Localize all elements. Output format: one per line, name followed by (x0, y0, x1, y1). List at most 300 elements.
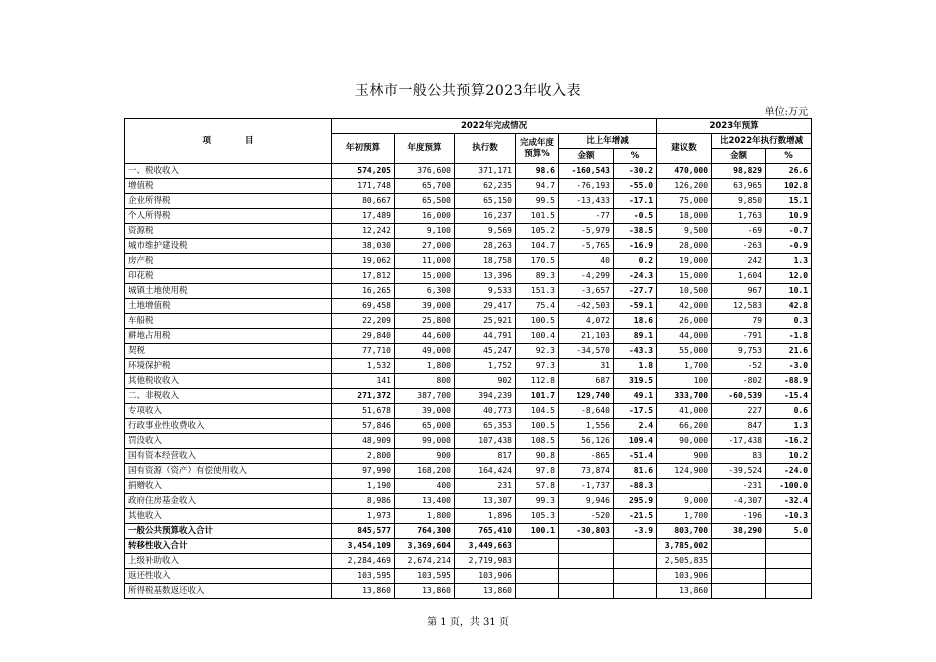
cell-completion-rate: 89.3 (516, 269, 559, 284)
cell-annual-budget: 39,000 (395, 299, 455, 314)
cell-change-2023-percent: -16.2 (766, 434, 812, 449)
header-completion-rate: 完成年度预算% (516, 134, 559, 164)
cell-change-2023-percent (766, 584, 812, 599)
cell-change-percent (614, 539, 657, 554)
cell-change-amount (559, 569, 614, 584)
cell-annual-budget: 1,800 (395, 359, 455, 374)
cell-executed: 394,239 (455, 389, 516, 404)
table-row (125, 299, 812, 314)
cell-executed: 164,424 (455, 464, 516, 479)
cell-proposed-2023: 9,500 (657, 224, 712, 239)
cell-completion-rate: 100.4 (516, 329, 559, 344)
page-footer: 第 1 页，共 31 页 (427, 617, 509, 628)
cell-completion-rate: 94.7 (516, 179, 559, 194)
unit-label: 单位:万元 (764, 107, 808, 118)
table-row (125, 269, 812, 284)
header-vs-2022-exec: 比2022年执行数增减 (712, 134, 812, 149)
cell-change-2023-amount (712, 569, 766, 584)
cell-completion-rate: 151.3 (516, 284, 559, 299)
cell-change-2023-percent (766, 554, 812, 569)
cell-initial-budget: 574,205 (332, 164, 395, 179)
cell-change-percent: 81.6 (614, 464, 657, 479)
cell-change-2023-percent: -88.9 (766, 374, 812, 389)
cell-change-amount (559, 539, 614, 554)
cell-change-2023-amount: 79 (712, 314, 766, 329)
row-label: 车船税 (125, 314, 332, 329)
cell-executed: 44,791 (455, 329, 516, 344)
header-vs-last-year: 比上年增减 (559, 134, 657, 149)
cell-change-2023-percent: 1.3 (766, 254, 812, 269)
table-row (125, 554, 812, 569)
cell-change-amount: -8,640 (559, 404, 614, 419)
row-label: 个人所得税 (125, 209, 332, 224)
cell-change-2023-amount (712, 539, 766, 554)
cell-initial-budget: 77,710 (332, 344, 395, 359)
cell-change-2023-percent: -1.8 (766, 329, 812, 344)
cell-change-amount (559, 554, 614, 569)
table-row (125, 509, 812, 524)
cell-change-amount: 56,126 (559, 434, 614, 449)
header-initial-budget: 年初预算 (332, 134, 395, 164)
header-percent: % (614, 149, 657, 164)
cell-completion-rate: 92.3 (516, 344, 559, 359)
cell-annual-budget: 65,500 (395, 194, 455, 209)
cell-change-2023-percent: -3.0 (766, 359, 812, 374)
cell-change-amount: 129,740 (559, 389, 614, 404)
cell-change-percent: -21.5 (614, 509, 657, 524)
table-row (125, 179, 812, 194)
cell-initial-budget: 8,986 (332, 494, 395, 509)
cell-executed: 29,417 (455, 299, 516, 314)
cell-completion-rate (516, 554, 559, 569)
cell-change-percent (614, 569, 657, 584)
table-header (125, 119, 812, 164)
cell-change-2023-percent (766, 569, 812, 584)
cell-change-2023-percent: -32.4 (766, 494, 812, 509)
cell-proposed-2023 (657, 479, 712, 494)
cell-annual-budget: 13,400 (395, 494, 455, 509)
cell-completion-rate: 90.8 (516, 449, 559, 464)
cell-initial-budget: 103,595 (332, 569, 395, 584)
cell-annual-budget: 44,600 (395, 329, 455, 344)
cell-executed: 3,449,663 (455, 539, 516, 554)
cell-completion-rate (516, 539, 559, 554)
cell-proposed-2023: 126,200 (657, 179, 712, 194)
cell-executed: 9,569 (455, 224, 516, 239)
cell-executed: 45,247 (455, 344, 516, 359)
cell-change-amount: 1,556 (559, 419, 614, 434)
cell-proposed-2023: 19,000 (657, 254, 712, 269)
cell-change-2023-amount: 38,290 (712, 524, 766, 539)
cell-executed: 817 (455, 449, 516, 464)
cell-executed: 13,396 (455, 269, 516, 284)
cell-initial-budget: 171,748 (332, 179, 395, 194)
row-label: 国有资本经营收入 (125, 449, 332, 464)
table-row (125, 344, 812, 359)
cell-change-percent: 295.9 (614, 494, 657, 509)
cell-change-2023-amount: -17,438 (712, 434, 766, 449)
cell-completion-rate: 108.5 (516, 434, 559, 449)
row-label: 增值税 (125, 179, 332, 194)
cell-executed: 765,410 (455, 524, 516, 539)
cell-change-2023-percent: 0.6 (766, 404, 812, 419)
cell-annual-budget: 39,000 (395, 404, 455, 419)
cell-change-amount: 687 (559, 374, 614, 389)
header-item: 项 目 (125, 119, 332, 164)
cell-completion-rate: 97.8 (516, 464, 559, 479)
cell-annual-budget: 6,300 (395, 284, 455, 299)
cell-change-percent: 0.2 (614, 254, 657, 269)
cell-initial-budget: 51,678 (332, 404, 395, 419)
table-body (125, 164, 812, 599)
cell-completion-rate: 104.7 (516, 239, 559, 254)
cell-executed: 28,263 (455, 239, 516, 254)
cell-change-2023-percent: 26.6 (766, 164, 812, 179)
cell-executed: 65,353 (455, 419, 516, 434)
header-amount-2023: 金额 (712, 149, 766, 164)
cell-change-percent: -17.1 (614, 194, 657, 209)
cell-change-2023-percent: -0.7 (766, 224, 812, 239)
cell-proposed-2023: 124,900 (657, 464, 712, 479)
cell-change-percent: -16.9 (614, 239, 657, 254)
cell-change-2023-percent: 10.1 (766, 284, 812, 299)
cell-change-2023-amount: -39,524 (712, 464, 766, 479)
cell-completion-rate (516, 569, 559, 584)
row-label: 上级补助收入 (125, 554, 332, 569)
cell-change-amount: -76,193 (559, 179, 614, 194)
cell-initial-budget: 19,062 (332, 254, 395, 269)
cell-completion-rate: 100.5 (516, 314, 559, 329)
cell-change-2023-percent: 10.2 (766, 449, 812, 464)
row-label: 环境保护税 (125, 359, 332, 374)
cell-change-percent: 109.4 (614, 434, 657, 449)
cell-change-amount: -3,657 (559, 284, 614, 299)
cell-annual-budget: 3,369,604 (395, 539, 455, 554)
cell-change-2023-percent: 21.6 (766, 344, 812, 359)
table-row (125, 479, 812, 494)
cell-annual-budget: 25,800 (395, 314, 455, 329)
cell-proposed-2023: 13,860 (657, 584, 712, 599)
header-2022-group: 2022年完成情况 (332, 119, 657, 134)
page-title: 玉林市一般公共预算2023年收入表 (354, 83, 582, 99)
table-row (125, 194, 812, 209)
cell-completion-rate: 101.7 (516, 389, 559, 404)
row-label: 政府住房基金收入 (125, 494, 332, 509)
table-row (125, 539, 812, 554)
cell-executed: 1,896 (455, 509, 516, 524)
row-label: 印花税 (125, 269, 332, 284)
cell-annual-budget: 65,700 (395, 179, 455, 194)
cell-executed: 16,237 (455, 209, 516, 224)
cell-executed: 65,150 (455, 194, 516, 209)
cell-initial-budget: 22,209 (332, 314, 395, 329)
cell-change-2023-amount: 1,604 (712, 269, 766, 284)
cell-proposed-2023: 75,000 (657, 194, 712, 209)
cell-change-2023-amount: -60,539 (712, 389, 766, 404)
table-row (125, 239, 812, 254)
cell-proposed-2023: 103,906 (657, 569, 712, 584)
cell-change-amount: 73,874 (559, 464, 614, 479)
cell-change-amount: -160,543 (559, 164, 614, 179)
cell-change-percent: -88.3 (614, 479, 657, 494)
cell-change-percent: -51.4 (614, 449, 657, 464)
row-label: 土地增值税 (125, 299, 332, 314)
table-row (125, 494, 812, 509)
cell-initial-budget: 1,532 (332, 359, 395, 374)
row-label: 契税 (125, 344, 332, 359)
cell-change-percent: 1.8 (614, 359, 657, 374)
cell-change-amount: -5,765 (559, 239, 614, 254)
cell-initial-budget: 38,030 (332, 239, 395, 254)
cell-annual-budget: 168,200 (395, 464, 455, 479)
cell-proposed-2023: 10,500 (657, 284, 712, 299)
cell-annual-budget: 764,300 (395, 524, 455, 539)
cell-annual-budget: 13,860 (395, 584, 455, 599)
cell-annual-budget: 387,700 (395, 389, 455, 404)
cell-proposed-2023: 28,000 (657, 239, 712, 254)
cell-change-amount: -5,979 (559, 224, 614, 239)
row-label: 其他税收收入 (125, 374, 332, 389)
cell-initial-budget: 13,860 (332, 584, 395, 599)
cell-change-2023-percent: 15.1 (766, 194, 812, 209)
cell-change-amount: 21,103 (559, 329, 614, 344)
cell-change-2023-amount: -791 (712, 329, 766, 344)
cell-executed: 62,235 (455, 179, 516, 194)
row-label: 房产税 (125, 254, 332, 269)
table-row (125, 254, 812, 269)
cell-initial-budget: 97,990 (332, 464, 395, 479)
cell-initial-budget: 57,846 (332, 419, 395, 434)
cell-proposed-2023: 66,200 (657, 419, 712, 434)
row-label: 城市维护建设税 (125, 239, 332, 254)
cell-change-amount: -4,299 (559, 269, 614, 284)
row-label: 转移性收入合计 (125, 539, 332, 554)
cell-completion-rate: 75.4 (516, 299, 559, 314)
cell-proposed-2023: 1,700 (657, 359, 712, 374)
cell-proposed-2023: 333,700 (657, 389, 712, 404)
cell-change-2023-amount: 1,763 (712, 209, 766, 224)
cell-initial-budget: 1,190 (332, 479, 395, 494)
cell-change-2023-amount: 12,583 (712, 299, 766, 314)
cell-change-percent: -38.5 (614, 224, 657, 239)
cell-completion-rate: 99.5 (516, 194, 559, 209)
cell-proposed-2023: 900 (657, 449, 712, 464)
cell-proposed-2023: 90,000 (657, 434, 712, 449)
cell-completion-rate: 105.2 (516, 224, 559, 239)
row-label: 城镇土地使用税 (125, 284, 332, 299)
cell-change-2023-amount: 63,965 (712, 179, 766, 194)
cell-change-percent: -17.5 (614, 404, 657, 419)
cell-change-percent: 319.5 (614, 374, 657, 389)
header-annual-budget: 年度预算 (395, 134, 455, 164)
cell-change-amount: -30,803 (559, 524, 614, 539)
cell-executed: 9,533 (455, 284, 516, 299)
cell-annual-budget: 15,000 (395, 269, 455, 284)
cell-change-2023-percent: -10.3 (766, 509, 812, 524)
cell-completion-rate (516, 584, 559, 599)
cell-annual-budget: 65,000 (395, 419, 455, 434)
cell-executed: 13,860 (455, 584, 516, 599)
cell-completion-rate: 57.8 (516, 479, 559, 494)
cell-completion-rate: 170.5 (516, 254, 559, 269)
cell-change-amount: -13,433 (559, 194, 614, 209)
cell-initial-budget: 12,242 (332, 224, 395, 239)
cell-annual-budget: 99,000 (395, 434, 455, 449)
cell-annual-budget: 1,800 (395, 509, 455, 524)
cell-change-amount: -42,503 (559, 299, 614, 314)
cell-proposed-2023: 1,700 (657, 509, 712, 524)
cell-change-percent: -59.1 (614, 299, 657, 314)
row-label: 一般公共预算收入合计 (125, 524, 332, 539)
row-label: 返还性收入 (125, 569, 332, 584)
cell-annual-budget: 800 (395, 374, 455, 389)
cell-completion-rate: 105.3 (516, 509, 559, 524)
cell-change-2023-amount: -69 (712, 224, 766, 239)
cell-change-percent: 89.1 (614, 329, 657, 344)
table-row (125, 314, 812, 329)
cell-completion-rate: 100.1 (516, 524, 559, 539)
cell-change-percent (614, 554, 657, 569)
cell-change-2023-amount: -263 (712, 239, 766, 254)
cell-change-amount: 4,072 (559, 314, 614, 329)
cell-change-2023-percent: 0.3 (766, 314, 812, 329)
cell-annual-budget: 2,674,214 (395, 554, 455, 569)
cell-proposed-2023: 2,505,835 (657, 554, 712, 569)
row-label: 资源税 (125, 224, 332, 239)
cell-change-percent: -3.9 (614, 524, 657, 539)
table-row (125, 389, 812, 404)
table-row (125, 404, 812, 419)
cell-annual-budget: 900 (395, 449, 455, 464)
cell-change-amount: 40 (559, 254, 614, 269)
cell-executed: 107,438 (455, 434, 516, 449)
cell-change-amount: -520 (559, 509, 614, 524)
cell-change-percent: -30.2 (614, 164, 657, 179)
row-label: 行政事业性收费收入 (125, 419, 332, 434)
cell-proposed-2023: 9,000 (657, 494, 712, 509)
cell-change-2023-percent: 10.9 (766, 209, 812, 224)
row-label: 国有资源（资产）有偿使用收入 (125, 464, 332, 479)
cell-executed: 1,752 (455, 359, 516, 374)
cell-annual-budget: 400 (395, 479, 455, 494)
cell-change-2023-amount: -231 (712, 479, 766, 494)
row-label: 耕地占用税 (125, 329, 332, 344)
cell-change-percent: -27.7 (614, 284, 657, 299)
cell-change-amount: -1,737 (559, 479, 614, 494)
table-row (125, 359, 812, 374)
cell-proposed-2023: 41,000 (657, 404, 712, 419)
cell-initial-budget: 69,458 (332, 299, 395, 314)
cell-change-amount: -865 (559, 449, 614, 464)
cell-change-2023-amount: -52 (712, 359, 766, 374)
cell-change-percent: -43.3 (614, 344, 657, 359)
cell-annual-budget: 11,000 (395, 254, 455, 269)
header-2023-group: 2023年预算 (657, 119, 812, 134)
cell-annual-budget: 376,600 (395, 164, 455, 179)
cell-initial-budget: 1,973 (332, 509, 395, 524)
cell-completion-rate: 98.6 (516, 164, 559, 179)
cell-initial-budget: 17,812 (332, 269, 395, 284)
cell-initial-budget: 2,800 (332, 449, 395, 464)
cell-proposed-2023: 18,000 (657, 209, 712, 224)
table-row (125, 329, 812, 344)
header-amount: 金额 (559, 149, 614, 164)
cell-change-2023-amount: 9,850 (712, 194, 766, 209)
cell-annual-budget: 49,000 (395, 344, 455, 359)
cell-change-2023-percent: -100.0 (766, 479, 812, 494)
cell-executed: 902 (455, 374, 516, 389)
cell-change-2023-amount: 9,753 (712, 344, 766, 359)
cell-change-amount: 31 (559, 359, 614, 374)
cell-executed: 103,906 (455, 569, 516, 584)
cell-change-2023-percent: -24.0 (766, 464, 812, 479)
cell-completion-rate: 97.3 (516, 359, 559, 374)
cell-change-2023-amount: 967 (712, 284, 766, 299)
cell-change-percent: -24.3 (614, 269, 657, 284)
cell-initial-budget: 16,265 (332, 284, 395, 299)
header-proposed: 建议数 (657, 134, 712, 164)
cell-initial-budget: 29,840 (332, 329, 395, 344)
cell-change-2023-amount: 242 (712, 254, 766, 269)
cell-executed: 231 (455, 479, 516, 494)
cell-initial-budget: 3,454,109 (332, 539, 395, 554)
cell-initial-budget: 271,372 (332, 389, 395, 404)
cell-change-2023-percent: -15.4 (766, 389, 812, 404)
table-row (125, 164, 812, 179)
cell-proposed-2023: 803,700 (657, 524, 712, 539)
cell-proposed-2023: 3,785,002 (657, 539, 712, 554)
cell-initial-budget: 845,577 (332, 524, 395, 539)
header-percent-2023: % (766, 149, 812, 164)
cell-change-2023-percent (766, 539, 812, 554)
table-row (125, 224, 812, 239)
cell-change-2023-percent: 12.0 (766, 269, 812, 284)
cell-initial-budget: 48,909 (332, 434, 395, 449)
cell-proposed-2023: 44,000 (657, 329, 712, 344)
row-label: 所得税基数返还收入 (125, 584, 332, 599)
cell-change-2023-amount (712, 554, 766, 569)
cell-completion-rate: 112.8 (516, 374, 559, 389)
table-row (125, 584, 812, 599)
cell-change-2023-amount: -4,307 (712, 494, 766, 509)
cell-change-2023-amount: 847 (712, 419, 766, 434)
row-label: 企业所得税 (125, 194, 332, 209)
cell-change-amount (559, 584, 614, 599)
cell-change-amount: 9,946 (559, 494, 614, 509)
cell-completion-rate: 99.3 (516, 494, 559, 509)
row-label: 二、非税收入 (125, 389, 332, 404)
cell-proposed-2023: 55,000 (657, 344, 712, 359)
cell-change-amount: -77 (559, 209, 614, 224)
cell-change-2023-amount (712, 584, 766, 599)
cell-change-2023-amount: -196 (712, 509, 766, 524)
cell-change-2023-percent: 1.3 (766, 419, 812, 434)
cell-proposed-2023: 100 (657, 374, 712, 389)
table-row (125, 284, 812, 299)
cell-change-2023-percent: 42.8 (766, 299, 812, 314)
row-label: 其他收入 (125, 509, 332, 524)
cell-executed: 40,773 (455, 404, 516, 419)
row-label: 一、税收收入 (125, 164, 332, 179)
cell-executed: 13,307 (455, 494, 516, 509)
cell-annual-budget: 103,595 (395, 569, 455, 584)
cell-initial-budget: 2,284,469 (332, 554, 395, 569)
table-row (125, 374, 812, 389)
cell-proposed-2023: 42,000 (657, 299, 712, 314)
table-row (125, 449, 812, 464)
cell-executed: 18,758 (455, 254, 516, 269)
cell-change-percent: 2.4 (614, 419, 657, 434)
